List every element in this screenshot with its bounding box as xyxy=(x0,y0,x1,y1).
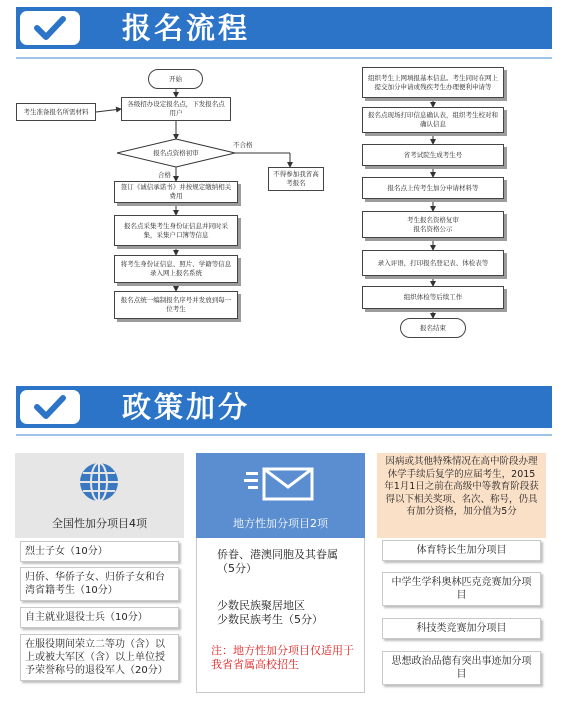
flow-side-note: 考生准备报名所需材料 xyxy=(16,103,96,121)
envelope-icon xyxy=(244,463,318,503)
special-column xyxy=(377,453,546,693)
national-item: 归侨、华侨子女、归侨子女和台湾省籍考生（10分） xyxy=(20,567,179,601)
flow-right-5: 考生报名资格复审 报名资格公示 xyxy=(362,211,504,238)
section-title: 政策加分 xyxy=(122,390,251,424)
flow-reject: 不得参加我省高考报名 xyxy=(268,167,324,191)
national-header xyxy=(15,453,184,538)
flow-end: 报名结束 xyxy=(400,318,466,338)
flow-yes-label: 合格 xyxy=(158,171,171,179)
flow-right-2: 报名点现场打印信息确认表，组织考生校对和确认信息 xyxy=(362,107,504,133)
section-banner-policy xyxy=(16,386,552,428)
local-item: 侨眷、港澳同胞及其眷属（5分） xyxy=(217,548,338,575)
special-item: 体育特长生加分项目 xyxy=(382,540,541,561)
flow-step-2: 签订《诚信承诺书》并按规定缴纳相关费用 xyxy=(114,181,238,203)
flow-right-6: 录入评语，打印报名登记表、体检表等 xyxy=(362,250,504,276)
flow-no-label: 不合格 xyxy=(233,141,253,149)
flow-right-1: 组织考生上网填报基本信息。考生同时在网上提交加分申请或残疾考生办理便利申请等 xyxy=(362,67,504,98)
national-column xyxy=(15,453,184,693)
checkmark-icon xyxy=(20,390,80,424)
special-item: 思想政治品德有突出事迹加分项目 xyxy=(382,651,541,685)
special-header xyxy=(377,453,546,538)
special-item: 科技类竞赛加分项目 xyxy=(382,618,541,639)
special-item: 中学生学科奥林匹克竞赛加分项目 xyxy=(382,572,541,606)
national-header-title: 全国性加分项目4项 xyxy=(52,517,147,530)
flow-step-1: 各级招办设定报名点，下发报名点用户 xyxy=(121,97,231,121)
local-item: 少数民族聚居地区 少数民族考生（5分） xyxy=(217,599,323,626)
flow-decision-label: 报名点资格初审 xyxy=(153,149,199,157)
special-header-text: 因病或其他特殊情况在高中阶段办理休学手续后复学的应届考生，2015年1月1日之前在高级中等教育阶段获得以下相关奖项、名次、称号，仍具有加分资格，加分值为5分 xyxy=(384,456,539,517)
national-item: 烈士子女（10分） xyxy=(20,541,179,562)
globe-icon xyxy=(78,461,120,503)
flow-step-5: 报名点统一编制报名序号并发放到每一位考生 xyxy=(114,291,238,319)
national-item: 自主就业退役士兵（10分） xyxy=(20,607,179,628)
flow-right-3: 省考试院生成考生号 xyxy=(362,144,504,166)
divider xyxy=(16,434,552,436)
flow-right-4: 报名点上传考生加分申请材料等 xyxy=(362,177,504,199)
flow-step-3: 报名点采集考生身份证信息并同时采集，采集户口簿等信息 xyxy=(114,215,238,246)
section-title: 报名流程 xyxy=(122,11,251,45)
local-header xyxy=(196,453,365,538)
flow-start: 开始 xyxy=(148,69,203,89)
national-item: 在服役期间荣立二等功（含）以上或被大军区（含）以上单位授予荣誉称号的退役军人（20分） xyxy=(20,634,179,681)
local-header-title: 地方性加分项目2项 xyxy=(233,517,328,530)
flow-step-4: 将考生身份证信息、照片、学籍等信息录入网上报名系统 xyxy=(114,255,238,283)
local-column xyxy=(196,453,365,693)
flow-right-7: 组织体检等后续工作 xyxy=(362,286,504,309)
local-note: 注：地方性加分项目仅适用于我省省属高校招生 xyxy=(211,644,354,671)
